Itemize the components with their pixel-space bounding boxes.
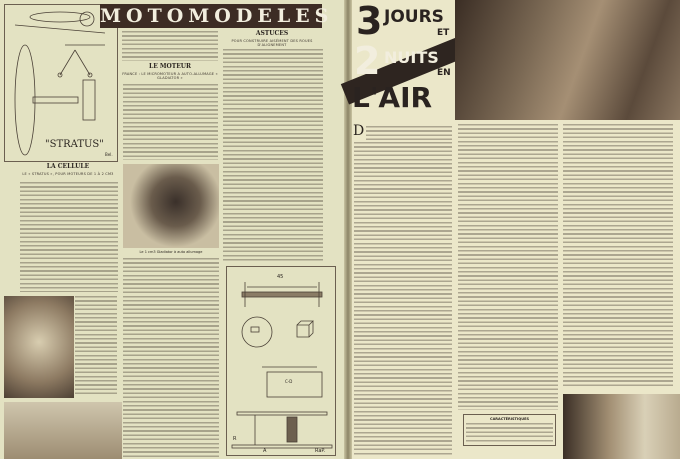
title-lair: L'AIR — [352, 81, 433, 114]
cellule-subtitle: LE « STRATUS », POUR MOTEURS DE 1 À 2 CM3 — [22, 172, 114, 176]
article-text — [122, 31, 218, 61]
section-banner: MOTOMODELES — [100, 5, 334, 27]
title-en: EN — [437, 68, 451, 78]
title-jours: JOURS — [384, 7, 444, 27]
article-text — [563, 124, 673, 388]
wheel-jig-diagram — [226, 266, 336, 456]
title-number-3: 3 — [356, 0, 383, 43]
label-a: A — [263, 448, 267, 454]
article-text — [20, 182, 118, 292]
article-text — [354, 142, 452, 456]
label-r: R — [233, 436, 237, 442]
spine — [344, 0, 352, 459]
pilot-photo — [455, 0, 680, 120]
title-et: ET — [437, 28, 450, 38]
article-text — [458, 124, 558, 410]
dimension-label: 45 — [277, 274, 284, 280]
article-text — [75, 296, 117, 396]
model-plane-photo — [4, 296, 74, 398]
jig-drawing — [227, 267, 337, 457]
title-number-2: 2 — [354, 39, 381, 83]
characteristics-box — [463, 414, 556, 446]
characteristics-heading: CARACTÉRISTIQUES — [490, 417, 529, 421]
cellule-heading: LA CELLULE — [46, 163, 90, 170]
article-text — [123, 84, 218, 160]
label-cd: C-D — [285, 379, 293, 384]
article-text — [223, 49, 323, 262]
pilot-with-tank-photo — [563, 394, 680, 459]
moteur-subtitle: FRANCE : LE MICROMOTEUR A AUTO-ALLUMAGE « GLADIATOR » — [122, 72, 218, 81]
article-text — [123, 258, 219, 458]
drawing-title: "STRATUS" — [45, 139, 104, 150]
moteur-heading: LE MOTEUR — [148, 63, 191, 70]
title-nuits: NUITS — [384, 48, 439, 67]
engine-caption: Le 1 cm3 Gladiator à auto allumage — [139, 250, 203, 254]
astuces-heading: ASTUCES — [255, 30, 289, 37]
characteristics-text — [466, 423, 553, 443]
drawing-signature: Bel. — [105, 152, 113, 157]
engine-photo — [123, 164, 219, 248]
flying-model-photo — [4, 402, 122, 459]
drop-cap: D — [353, 123, 365, 139]
article-text — [366, 126, 452, 140]
astuces-subtitle: POUR CONSTRUIRE AISÉMENT DES ROUES D'ALIGNEMENT — [231, 39, 313, 48]
diagram-signature: RaP. — [315, 448, 326, 454]
